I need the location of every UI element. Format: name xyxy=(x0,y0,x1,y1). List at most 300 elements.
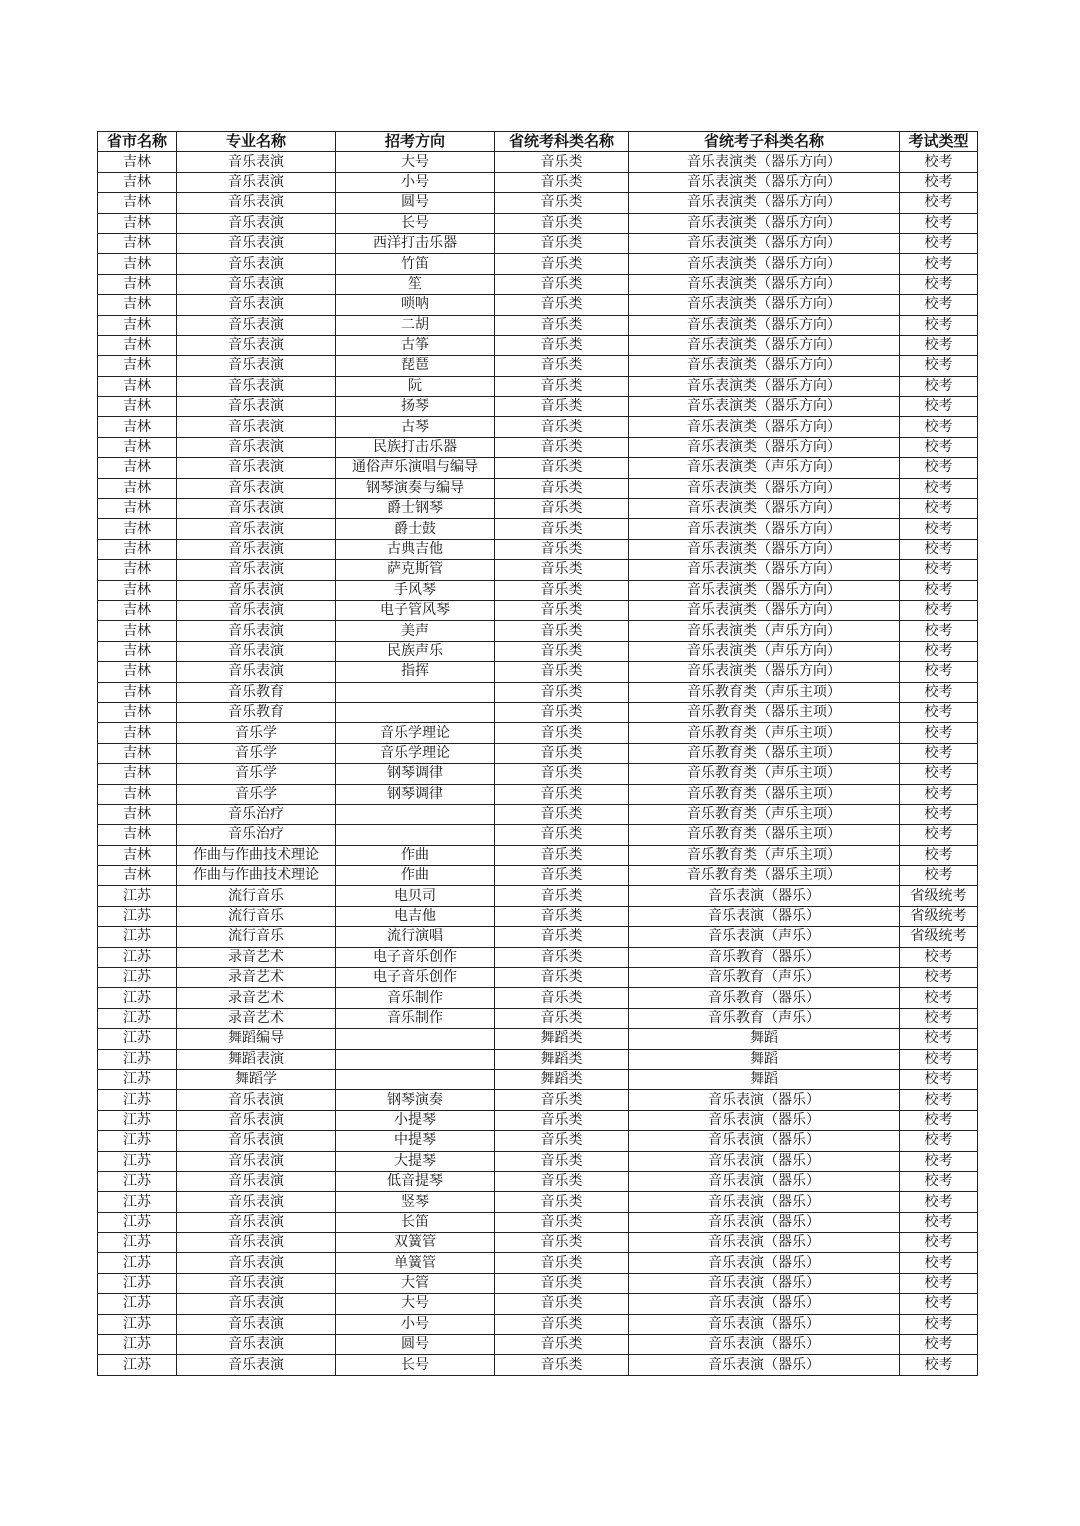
cell-province: 江苏 xyxy=(98,1008,177,1028)
cell-province: 吉林 xyxy=(98,397,177,417)
cell-province: 吉林 xyxy=(98,682,177,702)
table-row xyxy=(98,1131,978,1151)
cell-province: 吉林 xyxy=(98,274,177,294)
table-row xyxy=(98,1069,978,1089)
cell-exam-category: 舞蹈类 xyxy=(495,1069,629,1089)
cell-exam-type: 校考 xyxy=(900,560,978,580)
cell-province: 吉林 xyxy=(98,764,177,784)
cell-exam-subcategory: 音乐表演（器乐） xyxy=(629,1294,900,1314)
cell-major: 音乐表演 xyxy=(177,1253,336,1273)
cell-direction: 唢呐 xyxy=(336,295,495,315)
table-row xyxy=(98,947,978,967)
cell-major: 音乐表演 xyxy=(177,1151,336,1171)
cell-exam-category: 音乐类 xyxy=(495,1192,629,1212)
cell-direction: 竹笛 xyxy=(336,254,495,274)
cell-exam-subcategory: 音乐表演类（器乐方向） xyxy=(629,274,900,294)
cell-direction: 大提琴 xyxy=(336,1151,495,1171)
cell-direction: 大号 xyxy=(336,152,495,172)
cell-exam-category: 音乐类 xyxy=(495,376,629,396)
cell-exam-type: 校考 xyxy=(900,968,978,988)
table-header xyxy=(98,132,978,152)
cell-exam-type: 校考 xyxy=(900,866,978,886)
cell-major: 作曲与作曲技术理论 xyxy=(177,866,336,886)
cell-exam-category: 音乐类 xyxy=(495,988,629,1008)
cell-exam-type: 校考 xyxy=(900,784,978,804)
cell-exam-subcategory: 音乐表演类（器乐方向） xyxy=(629,499,900,519)
cell-exam-type: 校考 xyxy=(900,988,978,1008)
cell-direction xyxy=(336,702,495,722)
table-row xyxy=(98,1171,978,1191)
cell-exam-type: 校考 xyxy=(900,743,978,763)
cell-exam-subcategory: 音乐表演类（器乐方向） xyxy=(629,152,900,172)
cell-province: 吉林 xyxy=(98,213,177,233)
cell-exam-type: 校考 xyxy=(900,417,978,437)
header-row xyxy=(98,132,978,152)
cell-exam-subcategory: 音乐表演类（器乐方向） xyxy=(629,254,900,274)
cell-province: 江苏 xyxy=(98,1131,177,1151)
cell-direction: 流行演唱 xyxy=(336,927,495,947)
cell-direction: 小提琴 xyxy=(336,1110,495,1130)
cell-province: 江苏 xyxy=(98,988,177,1008)
cell-direction: 电子音乐创作 xyxy=(336,947,495,967)
cell-major: 音乐表演 xyxy=(177,356,336,376)
cell-direction: 钢琴演奏与编导 xyxy=(336,478,495,498)
cell-province: 吉林 xyxy=(98,723,177,743)
cell-exam-subcategory: 音乐表演类（器乐方向） xyxy=(629,580,900,600)
cell-exam-subcategory: 音乐教育类（声乐主项） xyxy=(629,764,900,784)
cell-exam-subcategory: 音乐教育类（声乐主项） xyxy=(629,804,900,824)
cell-major: 音乐表演 xyxy=(177,458,336,478)
cell-major: 音乐学 xyxy=(177,743,336,763)
cell-major: 音乐表演 xyxy=(177,1131,336,1151)
cell-province: 江苏 xyxy=(98,1314,177,1334)
cell-exam-type: 省级统考 xyxy=(900,886,978,906)
cell-province: 江苏 xyxy=(98,1273,177,1293)
cell-province: 吉林 xyxy=(98,315,177,335)
cell-exam-subcategory: 音乐表演类（器乐方向） xyxy=(629,560,900,580)
cell-exam-category: 音乐类 xyxy=(495,1212,629,1232)
cell-exam-type: 校考 xyxy=(900,458,978,478)
cell-exam-subcategory: 舞蹈 xyxy=(629,1029,900,1049)
cell-direction: 电贝司 xyxy=(336,886,495,906)
table-row xyxy=(98,1294,978,1314)
table-row xyxy=(98,1090,978,1110)
header-exam-category: 省统考科类名称 xyxy=(495,132,629,152)
cell-province: 吉林 xyxy=(98,295,177,315)
table-row xyxy=(98,866,978,886)
cell-province: 吉林 xyxy=(98,356,177,376)
cell-exam-type: 校考 xyxy=(900,172,978,192)
cell-exam-type: 校考 xyxy=(900,315,978,335)
cell-exam-category: 音乐类 xyxy=(495,1314,629,1334)
cell-direction: 低音提琴 xyxy=(336,1171,495,1191)
cell-exam-type: 校考 xyxy=(900,539,978,559)
cell-exam-type: 校考 xyxy=(900,825,978,845)
cell-exam-subcategory: 音乐教育类（器乐主项） xyxy=(629,866,900,886)
cell-major: 音乐表演 xyxy=(177,1335,336,1355)
cell-major: 录音艺术 xyxy=(177,947,336,967)
cell-exam-category: 音乐类 xyxy=(495,1273,629,1293)
cell-direction xyxy=(336,1049,495,1069)
cell-exam-category: 音乐类 xyxy=(495,233,629,253)
cell-exam-type: 校考 xyxy=(900,580,978,600)
cell-direction: 二胡 xyxy=(336,315,495,335)
table-row xyxy=(98,600,978,620)
table-row xyxy=(98,927,978,947)
cell-exam-category: 舞蹈类 xyxy=(495,1049,629,1069)
cell-direction: 圆号 xyxy=(336,193,495,213)
cell-major: 音乐治疗 xyxy=(177,804,336,824)
cell-exam-category: 音乐类 xyxy=(495,1151,629,1171)
cell-major: 音乐表演 xyxy=(177,1110,336,1130)
cell-exam-category: 音乐类 xyxy=(495,600,629,620)
cell-province: 吉林 xyxy=(98,825,177,845)
cell-major: 音乐表演 xyxy=(177,1314,336,1334)
cell-major: 音乐表演 xyxy=(177,478,336,498)
cell-exam-subcategory: 音乐表演类（器乐方向） xyxy=(629,295,900,315)
cell-major: 音乐表演 xyxy=(177,1233,336,1253)
header-province: 省市名称 xyxy=(98,132,177,152)
cell-direction: 电吉他 xyxy=(336,906,495,926)
table-row xyxy=(98,702,978,722)
cell-exam-type: 校考 xyxy=(900,1355,978,1375)
table-row xyxy=(98,682,978,702)
cell-exam-subcategory: 音乐表演（器乐） xyxy=(629,1110,900,1130)
cell-exam-type: 校考 xyxy=(900,764,978,784)
table-row xyxy=(98,274,978,294)
cell-exam-category: 音乐类 xyxy=(495,539,629,559)
cell-major: 舞蹈表演 xyxy=(177,1049,336,1069)
cell-exam-subcategory: 音乐表演类（声乐方向） xyxy=(629,458,900,478)
cell-direction: 民族打击乐器 xyxy=(336,437,495,457)
cell-exam-type: 校考 xyxy=(900,682,978,702)
cell-exam-category: 音乐类 xyxy=(495,335,629,355)
cell-exam-subcategory: 音乐表演类（器乐方向） xyxy=(629,356,900,376)
table-row xyxy=(98,1314,978,1334)
cell-province: 江苏 xyxy=(98,1355,177,1375)
table-row xyxy=(98,1110,978,1130)
cell-major: 音乐表演 xyxy=(177,437,336,457)
cell-major: 音乐表演 xyxy=(177,600,336,620)
cell-province: 吉林 xyxy=(98,662,177,682)
cell-province: 吉林 xyxy=(98,254,177,274)
cell-exam-subcategory: 音乐表演类（器乐方向） xyxy=(629,478,900,498)
cell-exam-category: 音乐类 xyxy=(495,1233,629,1253)
table-row xyxy=(98,1273,978,1293)
cell-direction: 扬琴 xyxy=(336,397,495,417)
cell-direction: 萨克斯管 xyxy=(336,560,495,580)
cell-direction xyxy=(336,804,495,824)
cell-province: 吉林 xyxy=(98,866,177,886)
cell-exam-type: 校考 xyxy=(900,519,978,539)
cell-direction: 作曲 xyxy=(336,845,495,865)
cell-province: 江苏 xyxy=(98,1069,177,1089)
cell-province: 江苏 xyxy=(98,906,177,926)
cell-major: 音乐表演 xyxy=(177,335,336,355)
cell-direction: 长笛 xyxy=(336,1212,495,1232)
cell-exam-type: 校考 xyxy=(900,1171,978,1191)
cell-exam-subcategory: 音乐表演类（器乐方向） xyxy=(629,315,900,335)
cell-exam-category: 音乐类 xyxy=(495,152,629,172)
table-row xyxy=(98,335,978,355)
cell-major: 音乐表演 xyxy=(177,1294,336,1314)
cell-major: 音乐表演 xyxy=(177,1273,336,1293)
cell-exam-category: 音乐类 xyxy=(495,641,629,661)
cell-direction: 小号 xyxy=(336,172,495,192)
table-row xyxy=(98,1212,978,1232)
cell-exam-category: 音乐类 xyxy=(495,927,629,947)
table-row xyxy=(98,1008,978,1028)
cell-exam-type: 校考 xyxy=(900,600,978,620)
cell-direction: 民族声乐 xyxy=(336,641,495,661)
cell-exam-type: 校考 xyxy=(900,1212,978,1232)
cell-province: 吉林 xyxy=(98,376,177,396)
table-row xyxy=(98,1355,978,1375)
cell-exam-subcategory: 音乐表演（器乐） xyxy=(629,1233,900,1253)
cell-province: 吉林 xyxy=(98,437,177,457)
table-row xyxy=(98,743,978,763)
cell-exam-subcategory: 音乐表演类（器乐方向） xyxy=(629,213,900,233)
cell-province: 江苏 xyxy=(98,1151,177,1171)
cell-major: 音乐表演 xyxy=(177,417,336,437)
cell-direction: 音乐制作 xyxy=(336,1008,495,1028)
table-row xyxy=(98,213,978,233)
table-row xyxy=(98,784,978,804)
cell-major: 音乐治疗 xyxy=(177,825,336,845)
table-row xyxy=(98,539,978,559)
table-row xyxy=(98,845,978,865)
cell-exam-subcategory: 音乐表演类（器乐方向） xyxy=(629,662,900,682)
cell-major: 录音艺术 xyxy=(177,1008,336,1028)
cell-exam-category: 音乐类 xyxy=(495,1253,629,1273)
table-row xyxy=(98,1335,978,1355)
cell-exam-type: 省级统考 xyxy=(900,906,978,926)
cell-exam-type: 校考 xyxy=(900,1273,978,1293)
cell-major: 音乐表演 xyxy=(177,1212,336,1232)
cell-province: 吉林 xyxy=(98,600,177,620)
cell-exam-type: 校考 xyxy=(900,1314,978,1334)
cell-exam-category: 音乐类 xyxy=(495,213,629,233)
cell-exam-subcategory: 音乐表演（器乐） xyxy=(629,1335,900,1355)
table-row xyxy=(98,499,978,519)
table-row xyxy=(98,825,978,845)
cell-direction: 美声 xyxy=(336,621,495,641)
cell-exam-subcategory: 音乐教育（器乐） xyxy=(629,947,900,967)
cell-exam-category: 音乐类 xyxy=(495,397,629,417)
header-direction: 招考方向 xyxy=(336,132,495,152)
cell-major: 音乐表演 xyxy=(177,315,336,335)
header-exam-subcategory: 省统考子科类名称 xyxy=(629,132,900,152)
cell-exam-subcategory: 音乐表演（器乐） xyxy=(629,1355,900,1375)
cell-exam-subcategory: 音乐教育（声乐） xyxy=(629,1008,900,1028)
cell-province: 吉林 xyxy=(98,539,177,559)
cell-exam-subcategory: 音乐表演类（声乐方向） xyxy=(629,621,900,641)
cell-exam-category: 音乐类 xyxy=(495,662,629,682)
table-row xyxy=(98,478,978,498)
cell-province: 吉林 xyxy=(98,804,177,824)
cell-direction: 钢琴演奏 xyxy=(336,1090,495,1110)
cell-exam-subcategory: 音乐表演（器乐） xyxy=(629,886,900,906)
cell-direction: 音乐学理论 xyxy=(336,723,495,743)
cell-major: 音乐表演 xyxy=(177,580,336,600)
cell-exam-type: 校考 xyxy=(900,1008,978,1028)
cell-direction: 手风琴 xyxy=(336,580,495,600)
cell-exam-type: 校考 xyxy=(900,1131,978,1151)
cell-direction: 作曲 xyxy=(336,866,495,886)
cell-exam-subcategory: 音乐教育类（器乐主项） xyxy=(629,784,900,804)
cell-exam-subcategory: 音乐表演（器乐） xyxy=(629,906,900,926)
cell-major: 音乐学 xyxy=(177,764,336,784)
table-row xyxy=(98,723,978,743)
cell-exam-subcategory: 音乐表演（声乐） xyxy=(629,927,900,947)
cell-exam-type: 校考 xyxy=(900,1110,978,1130)
cell-exam-subcategory: 音乐表演类（器乐方向） xyxy=(629,600,900,620)
cell-major: 音乐表演 xyxy=(177,213,336,233)
cell-major: 音乐表演 xyxy=(177,397,336,417)
cell-major: 音乐表演 xyxy=(177,254,336,274)
table-row xyxy=(98,356,978,376)
cell-major: 音乐表演 xyxy=(177,152,336,172)
table-row xyxy=(98,315,978,335)
cell-exam-type: 校考 xyxy=(900,845,978,865)
cell-exam-subcategory: 音乐教育类（器乐主项） xyxy=(629,702,900,722)
cell-direction: 古典吉他 xyxy=(336,539,495,559)
table-row xyxy=(98,458,978,478)
cell-major: 录音艺术 xyxy=(177,988,336,1008)
cell-major: 录音艺术 xyxy=(177,968,336,988)
cell-major: 音乐学 xyxy=(177,723,336,743)
table-row xyxy=(98,804,978,824)
cell-major: 音乐表演 xyxy=(177,1171,336,1191)
table-row xyxy=(98,376,978,396)
cell-exam-type: 校考 xyxy=(900,804,978,824)
cell-direction: 笙 xyxy=(336,274,495,294)
cell-exam-category: 音乐类 xyxy=(495,356,629,376)
cell-exam-subcategory: 音乐表演（器乐） xyxy=(629,1253,900,1273)
table-row xyxy=(98,621,978,641)
cell-province: 江苏 xyxy=(98,1212,177,1232)
cell-province: 吉林 xyxy=(98,519,177,539)
header-major: 专业名称 xyxy=(177,132,336,152)
cell-province: 江苏 xyxy=(98,1294,177,1314)
cell-province: 江苏 xyxy=(98,1049,177,1069)
cell-major: 音乐表演 xyxy=(177,233,336,253)
cell-exam-category: 音乐类 xyxy=(495,437,629,457)
cell-major: 音乐教育 xyxy=(177,702,336,722)
table-row xyxy=(98,172,978,192)
cell-direction: 长号 xyxy=(336,213,495,233)
table-row xyxy=(98,641,978,661)
cell-province: 吉林 xyxy=(98,845,177,865)
cell-exam-category: 音乐类 xyxy=(495,804,629,824)
cell-exam-type: 校考 xyxy=(900,1151,978,1171)
cell-exam-subcategory: 音乐表演（器乐） xyxy=(629,1171,900,1191)
cell-major: 音乐表演 xyxy=(177,193,336,213)
table-row xyxy=(98,1192,978,1212)
cell-exam-category: 音乐类 xyxy=(495,743,629,763)
table-row xyxy=(98,968,978,988)
cell-major: 音乐表演 xyxy=(177,519,336,539)
cell-exam-type: 校考 xyxy=(900,437,978,457)
cell-exam-subcategory: 音乐表演类（器乐方向） xyxy=(629,417,900,437)
table-body xyxy=(98,152,978,1375)
cell-direction: 钢琴调律 xyxy=(336,764,495,784)
cell-exam-type: 校考 xyxy=(900,1294,978,1314)
cell-exam-type: 校考 xyxy=(900,1029,978,1049)
cell-direction: 古筝 xyxy=(336,335,495,355)
cell-exam-type: 省级统考 xyxy=(900,927,978,947)
cell-major: 音乐表演 xyxy=(177,295,336,315)
cell-direction: 圆号 xyxy=(336,1335,495,1355)
cell-direction: 电子管风琴 xyxy=(336,600,495,620)
cell-exam-category: 音乐类 xyxy=(495,702,629,722)
cell-exam-type: 校考 xyxy=(900,499,978,519)
admissions-table xyxy=(97,131,978,1376)
cell-exam-category: 音乐类 xyxy=(495,723,629,743)
cell-exam-category: 音乐类 xyxy=(495,172,629,192)
cell-province: 吉林 xyxy=(98,743,177,763)
cell-province: 江苏 xyxy=(98,1335,177,1355)
cell-exam-type: 校考 xyxy=(900,356,978,376)
cell-province: 江苏 xyxy=(98,886,177,906)
cell-exam-subcategory: 音乐表演类（器乐方向） xyxy=(629,539,900,559)
cell-exam-type: 校考 xyxy=(900,274,978,294)
cell-major: 音乐表演 xyxy=(177,560,336,580)
table-row xyxy=(98,988,978,1008)
table-row xyxy=(98,417,978,437)
cell-exam-subcategory: 音乐表演类（器乐方向） xyxy=(629,233,900,253)
cell-exam-type: 校考 xyxy=(900,254,978,274)
cell-direction: 钢琴调律 xyxy=(336,784,495,804)
cell-major: 流行音乐 xyxy=(177,927,336,947)
cell-exam-category: 音乐类 xyxy=(495,295,629,315)
cell-province: 江苏 xyxy=(98,1110,177,1130)
cell-direction: 阮 xyxy=(336,376,495,396)
cell-major: 音乐表演 xyxy=(177,621,336,641)
cell-exam-type: 校考 xyxy=(900,662,978,682)
cell-exam-category: 音乐类 xyxy=(495,254,629,274)
cell-exam-subcategory: 音乐表演（器乐） xyxy=(629,1151,900,1171)
cell-direction xyxy=(336,825,495,845)
cell-province: 吉林 xyxy=(98,417,177,437)
cell-exam-category: 音乐类 xyxy=(495,1335,629,1355)
cell-direction: 长号 xyxy=(336,1355,495,1375)
cell-major: 音乐表演 xyxy=(177,274,336,294)
cell-direction xyxy=(336,682,495,702)
cell-exam-category: 音乐类 xyxy=(495,845,629,865)
cell-province: 吉林 xyxy=(98,784,177,804)
cell-exam-category: 音乐类 xyxy=(495,947,629,967)
cell-exam-subcategory: 音乐表演（器乐） xyxy=(629,1131,900,1151)
cell-province: 吉林 xyxy=(98,172,177,192)
cell-exam-type: 校考 xyxy=(900,295,978,315)
cell-province: 江苏 xyxy=(98,927,177,947)
cell-direction: 竖琴 xyxy=(336,1192,495,1212)
table-row xyxy=(98,1049,978,1069)
cell-province: 江苏 xyxy=(98,1090,177,1110)
cell-exam-category: 音乐类 xyxy=(495,560,629,580)
cell-exam-category: 音乐类 xyxy=(495,866,629,886)
cell-exam-type: 校考 xyxy=(900,233,978,253)
cell-exam-subcategory: 音乐表演（器乐） xyxy=(629,1090,900,1110)
cell-exam-type: 校考 xyxy=(900,335,978,355)
cell-direction: 中提琴 xyxy=(336,1131,495,1151)
table-row xyxy=(98,519,978,539)
cell-exam-subcategory: 音乐表演（器乐） xyxy=(629,1314,900,1334)
cell-exam-subcategory: 音乐表演类（器乐方向） xyxy=(629,172,900,192)
cell-exam-type: 校考 xyxy=(900,723,978,743)
cell-exam-type: 校考 xyxy=(900,1069,978,1089)
